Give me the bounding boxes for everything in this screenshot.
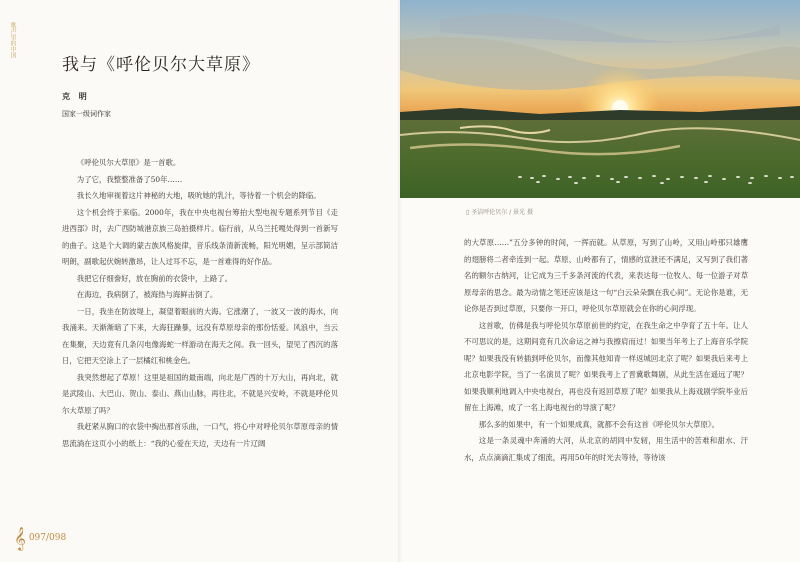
page-number bbox=[14, 528, 66, 548]
paragraph: 这首歌，仿佛是我与呼伦贝尔草原前世的约定，在我生命之中孕育了五十年。让人不可思议的是，这期间竟有几次命运之神与我擦肩而过！如果当年考上了上海音乐学院呢？如果我没有转插到呼伦贝尔，而像其他知青一样返城回北京了呢？如果我后来考上北京电影学院，当了一名演员了呢？如果我考上了晋冀歌舞剧，从此生活在遥远了呢？如果我顺利地调入中央电视台，再也没有返回草原了呢？如果我从上海戏剧学院毕业后留在上海滩，成了一名上海电视台的导演了呢？ bbox=[464, 320, 748, 412]
left-body-text bbox=[62, 155, 338, 452]
paragraph: 在海边，我病倒了，被海热与海鲜击倒了。 bbox=[76, 290, 218, 299]
photo-caption: ▯ 圣洁呼伦贝尔 / 景光 摄 bbox=[466, 209, 533, 216]
treble-clef-icon: 𝄞 bbox=[14, 526, 26, 550]
paragraph: 我突然想起了草原！这里是祖国的最南端，向北是广西的十万大山，再向北，就是武陵山、大巴山、贺山、泰山、燕山山脉，再往北，不就是兴安岭，不就是呼伦贝尔大草原了吗？ bbox=[62, 372, 338, 415]
paragraph: 《呼伦贝尔大草原》是一首歌。 bbox=[76, 158, 181, 167]
author-role: 国家一级词作家 bbox=[62, 110, 111, 118]
paragraph: 我把它仔细誊好，放在胸前的衣袋中，上路了。 bbox=[76, 273, 233, 283]
paragraph: 这个机会终于来临。2000年，我在中央电视台筹拍大型电视专题系列节目《走进西部》时，去广西防城港京族三岛拍摄样片。临行前，从乌兰托嘎处得到一首新写的曲子。这是个大调的蒙古族风格旋律，音乐线条清新流畅，阳光明媚，呈示部简洁明朗，副歌起伏婉转激昂，让人过耳不忘，是一首难得的好作品。 bbox=[62, 207, 338, 266]
right-body-text bbox=[464, 235, 748, 466]
paragraph: 我长久地审视着这片神秘的大地，吸吮她的乳汁，等待着一个机会的降临。 bbox=[76, 191, 321, 200]
author-name: 克 明 bbox=[62, 91, 90, 101]
page-number-text: 097/098 bbox=[28, 533, 67, 543]
side-section-label: 歌声里的中国 bbox=[9, 22, 16, 58]
paragraph: 一日，我坐在防波堤上，凝望着眼前的大海。它涨潮了，一波又一波的海水，向我涌来。天渐渐暗了下来，大海狂躁暴，远没有草原母亲的那份恬爱。风浪中，当云在集聚，天边竟有几条闪电像海蛇一样游动在海天之间。我一回头，望见了西沉的落日，它把天空涂上了一层橘红和桃金色。 bbox=[62, 306, 338, 365]
paragraph: 那么多的如果中，有一个如果成真，就都不会有这首《呼伦贝尔大草原》。 bbox=[478, 419, 719, 429]
paragraph: 的大草原……”五分多钟的时间，一挥而就。从草原，写到了山岭，又用山岭那只雄鹰的翅膀将二者牵连到一起。草原、山岭都有了，情感的宣泄还不满足，又写到了我们著名的额尔古纳河，让它成为三千多条河流的代表，来表达每一位牧人、每一位游子对草原母亲的思念。最为动情之笔还应该是这一句“白云朵朵飘在我心间”。无论你是谁，无论你是否到过草原，只要你一开口，呼伦贝尔草原就会在你的心间浮现。 bbox=[464, 238, 748, 313]
paragraph: 为了它，我整整准备了50年…… bbox=[76, 174, 183, 184]
grassland-sunset-photo bbox=[400, 0, 800, 198]
article-title: 我与《呼伦贝尔大草原》 bbox=[62, 55, 260, 75]
paragraph: 我赶紧从胸口的衣袋中掏出那首乐曲，一口气，将心中对呼伦贝尔草原母亲的情思流淌在这页小小的纸上：“我的心爱在天边，天边有一片辽阔 bbox=[62, 422, 338, 448]
paragraph: 这是一条灵魂中奔涌的大河，从北京的胡同中发轫，用生活中的苦难和甜水、汗水，点点滴滴汇集成了细流，再用50年的时光去等待，等待该 bbox=[464, 436, 748, 462]
photo-illustration bbox=[400, 0, 800, 198]
right-page bbox=[400, 0, 800, 562]
book-spine-shadow bbox=[398, 0, 402, 562]
